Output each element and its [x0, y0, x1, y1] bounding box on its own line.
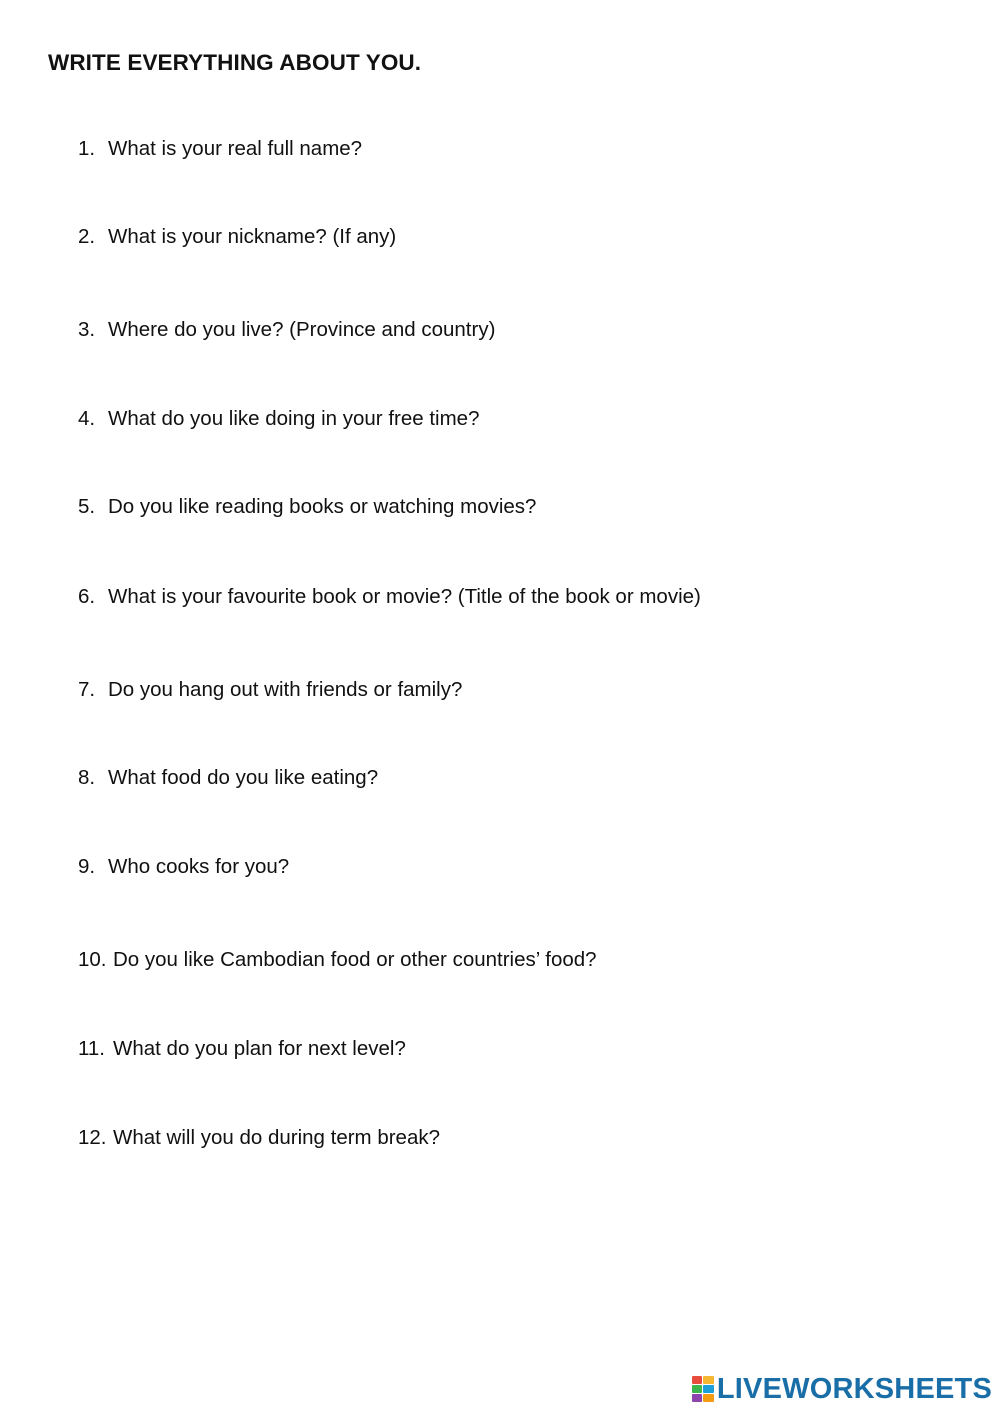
question-number: 10.	[78, 948, 107, 971]
question-item	[78, 948, 597, 973]
logo-text: LIVEWORKSHEETS	[716, 1372, 992, 1405]
question-text: Do you like Cambodian food or other countries’ food?	[113, 948, 597, 971]
liveworksheets-logo	[692, 1373, 992, 1405]
question-number: 11.	[78, 1037, 105, 1060]
question-item	[78, 318, 495, 343]
question-item	[78, 766, 378, 791]
question-text: What is your nickname? (If any)	[108, 225, 397, 248]
question-number: 9.	[78, 855, 96, 878]
question-text: What do you like doing in your free time?	[108, 407, 480, 430]
question-item	[78, 137, 362, 162]
worksheet-title: WRITE EVERYTHING ABOUT YOU.	[48, 50, 422, 75]
question-text: What food do you like eating?	[108, 766, 379, 789]
question-number: 2.	[78, 225, 96, 248]
question-text: Do you hang out with friends or family?	[108, 678, 463, 701]
question-item	[78, 407, 479, 432]
question-number: 1.	[78, 137, 96, 160]
question-text: Where do you live? (Province and country)	[108, 318, 496, 341]
question-number: 3.	[78, 318, 96, 341]
question-number: 8.	[78, 766, 96, 789]
question-text: What will you do during term break?	[113, 1126, 441, 1149]
question-number: 7.	[78, 678, 96, 701]
question-item	[78, 585, 701, 610]
logo-mark-icon	[692, 1376, 714, 1402]
question-item	[78, 225, 396, 250]
question-item	[78, 1037, 406, 1062]
question-item	[78, 1126, 440, 1151]
question-text: Do you like reading books or watching movies?	[108, 495, 537, 518]
question-text: Who cooks for you?	[108, 855, 290, 878]
question-text: What is your favourite book or movie? (Title of the book or movie)	[108, 585, 701, 608]
question-number: 12.	[78, 1126, 107, 1149]
question-item	[78, 495, 536, 520]
question-item	[78, 678, 462, 703]
question-number: 5.	[78, 495, 96, 518]
question-text: What do you plan for next level?	[113, 1037, 406, 1060]
question-text: What is your real full name?	[108, 137, 363, 160]
question-item	[78, 855, 289, 880]
question-number: 4.	[78, 407, 96, 430]
question-number: 6.	[78, 585, 96, 608]
